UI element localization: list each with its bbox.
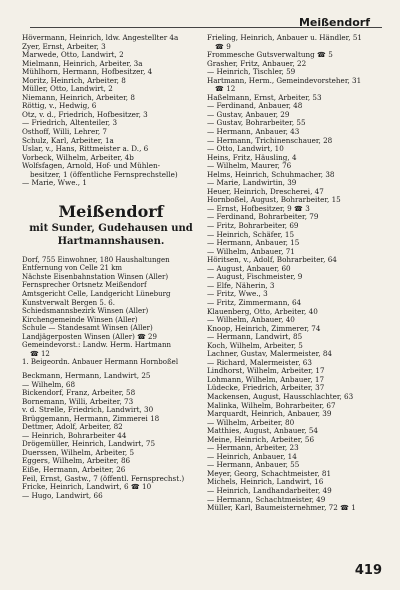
place-title: Meißendorf (58, 201, 164, 221)
directory-entry: — Marie, Wwe., 1 (22, 179, 87, 188)
directory-entry: Otz, v. d., Friedrich, Hofbesitzer, 3 (22, 110, 148, 119)
directory-entry: — Hermann, Arbeiter, 23 (207, 444, 299, 453)
directory-entry: — Wilhelm, Anbauer, 40 (207, 316, 295, 325)
directory-entry: Heuer, Heinrich, Drescherei, 47 (207, 187, 324, 196)
directory-entry: Landjägerposten Winsen (Aller) ☎ 29 (22, 332, 157, 341)
directory-entry: — August, Fischmeister, 9 (207, 273, 303, 282)
directory-entry: — Hugo, Landwirt, 66 (22, 491, 103, 500)
directory-entry: Müller, Karl, Baumeisternehmer, 72 ☎ 1 (207, 504, 356, 513)
right-entries (207, 34, 385, 513)
directory-entry: — Wilhelm, 68 (22, 380, 76, 389)
directory-entry: Niemann, Heinrich, Arbeiter, 8 (22, 93, 135, 102)
directory-entry: Koch, Wilhelm, Arbeiter, 5 (207, 341, 303, 350)
directory-entry: — Richard, Malermeister, 63 (207, 358, 312, 367)
place-info (22, 256, 200, 367)
directory-entry: Meyer, Georg, Schachtmeister, 81 (207, 469, 332, 478)
directory-entry: — Gustav, Bohrarbeiter, 55 (207, 119, 306, 128)
directory-entry: Duerssen, Wilhelm, Arbeiter, 5 (22, 448, 135, 457)
directory-entry: — Fritz, Bohrarbeiter, 69 (207, 222, 299, 231)
directory-entry: — Otto, Landwirt, 10 (207, 145, 284, 154)
directory-entry: ☎ 9 (215, 42, 231, 51)
directory-entry: Gemeindevorst.: Landw. Herm. Hartmann (22, 341, 171, 350)
directory-entry: ☎ 12 (30, 349, 50, 358)
directory-entry: Amtsgericht Celle, Landgericht Lüneburg (22, 290, 171, 299)
directory-entry: Eiße, Hermann, Arbeiter, 26 (22, 465, 126, 474)
directory-entry: Nächste Eisenbahnstation Winsen (Aller) (22, 272, 169, 281)
directory-entry: Heins, Fritz, Häusling, 4 (207, 153, 297, 162)
directory-entry: Fernsprecher Ortsnetz Meißendorf (22, 281, 147, 290)
directory-entry: Lachner, Gustav, Malermeister, 84 (207, 350, 333, 359)
running-header-place: Meißendorf (298, 16, 370, 29)
directory-entry: besitzer, 1 (öffentliche Fernsprechstelle) (30, 170, 178, 179)
directory-entry: — Hermann, Anbauer, 43 (207, 128, 300, 137)
directory-entry: — Heinrich, Bohrarbeiter 44 (22, 431, 127, 440)
left-bottom-entries (22, 372, 200, 500)
directory-entry: Hornboßel, August, Bohrarbeiter, 15 (207, 196, 341, 205)
directory-entry: Kunstverwalt Bergen 5. 6. (22, 298, 115, 307)
place-title-block (22, 202, 200, 248)
directory-entry: — Hermann, Anbauer, 55 (207, 461, 300, 470)
directory-entry: Lohmann, Wilhelm, Anbauer, 17 (207, 375, 325, 384)
directory-entry: Marwede, Otto, Landwirt, 2 (22, 51, 124, 60)
directory-entry: Lindhorst, Wilhelm, Arbeiter, 17 (207, 367, 325, 376)
left-top-entries (22, 34, 200, 188)
directory-entry: — Wilhelm, Anbauer, 71 (207, 247, 295, 256)
page-number: 419 (354, 563, 382, 578)
directory-entry: Kirchengemeinde Winsen (Aller) (22, 315, 138, 324)
directory-entry: — Hermann, Anbauer, 15 (207, 239, 300, 248)
directory-entry: Michels, Heinrich, Landwirt, 16 (207, 478, 324, 487)
directory-entry: Schule — Standesamt Winsen (Aller) (22, 324, 153, 333)
directory-entry: Klauenberg, Otto, Arbeiter, 40 (207, 307, 318, 316)
header-rule (30, 27, 382, 28)
directory-entry: — Heinrich, Anbauer, 14 (207, 452, 297, 461)
directory-entry: Bornemann, Willi, Arbeiter, 73 (22, 397, 134, 406)
directory-entry: Hövermann, Heinrich, ldw. Angestellter 4a (22, 34, 179, 42)
directory-entry: Marquardt, Heinrich, Anbauer, 39 (207, 410, 332, 419)
directory-entry: Vorbeck, Wilhelm, Arbeiter, 4b (22, 153, 134, 162)
directory-entry: Wolfsfagen, Arnold, Hof- und Mühlen- (22, 162, 161, 171)
directory-entry: — Fritz, Zimmermann, 64 (207, 298, 302, 307)
directory-entry: — Fritz, Wwe., 3 (207, 290, 268, 299)
directory-entry: Matthies, August, Anbauer, 54 (207, 427, 319, 436)
directory-entry: Meine, Heinrich, Arbeiter, 56 (207, 435, 315, 444)
place-subtitle-1: mit Sunder, Gudehausen und (29, 222, 193, 234)
page-header (12, 8, 388, 34)
directory-entry: — Hermann, Schachtmeister, 49 (207, 495, 326, 504)
directory-entry: Zyer, Ernst, Arbeiter, 3 (22, 42, 106, 51)
directory-entry: — Ferdinand, Anbauer, 48 (207, 102, 303, 111)
directory-entry: — Wilhelm, Arbeiter, 80 (207, 418, 295, 427)
directory-entry: ☎ 12 (215, 85, 236, 94)
directory-entry: Haßelmann, Ernst, Arbeiter, 53 (207, 93, 322, 102)
directory-entry: Hartmann, Herm., Gemeindevorsteher, 31 (207, 76, 362, 85)
directory-entry: — Friedrich, Altenteiler, 3 (22, 119, 118, 128)
directory-entry: — Wilhelm, Maurer, 76 (207, 162, 292, 171)
directory-entry: Brüggemann, Hermann, Zimmerei 18 (22, 414, 160, 423)
directory-entry: Knoop, Heinrich, Zimmerer, 74 (207, 324, 321, 333)
directory-entry: Beckmann, Hermann, Landwirt, 25 (22, 371, 151, 380)
directory-entry: 1. Beigeordn. Anbauer Hermann Hornboßel (22, 358, 179, 367)
directory-entry: Mielmann, Heinrich, Arbeiter, 3a (22, 59, 143, 68)
directory-entry: Moritz, Heinrich, Arbeiter, 8 (22, 76, 126, 85)
directory-entry: Fricke, Heinrich, Landwirt, 6 ☎ 10 (22, 483, 152, 492)
directory-entry: Malinka, Wilhelm, Bohrarbeiter, 67 (207, 401, 336, 410)
place-subtitle-2: Hartmannshausen. (57, 235, 165, 247)
directory-entry: Osthoff, Willi, Lehrer, 7 (22, 128, 108, 137)
right-column (207, 34, 385, 513)
directory-entry: v. d. Strelle, Friedrich, Landwirt, 30 (22, 406, 154, 415)
directory-entry: — Hermann, Trichinenschauer, 28 (207, 136, 333, 145)
directory-entry: Höritsen, v., Adolf, Bohrarbeiter, 64 (207, 256, 337, 265)
directory-entry: Entfernung von Celle 21 km (22, 264, 122, 273)
directory-entry: Feil, Ernst, Gastw., 7 (öffentl. Fernsprechst.) (22, 474, 185, 483)
directory-entry: — Marie, Landwirtin, 39 (207, 179, 297, 188)
directory-entry: Drögemüller, Heinrich, Landwirt, 75 (22, 440, 156, 449)
directory-entry: Eggers, Wilhelm, Arbeiter, 86 (22, 457, 131, 466)
directory-entry: Frommesche Gutsverwaltung ☎ 5 (207, 51, 333, 60)
directory-entry: Röttig, v., Hedwig, 6 (22, 102, 97, 111)
directory-entry: Dettmer, Adolf, Arbeiter, 82 (22, 423, 123, 432)
directory-entry: Mackensen, August, Hausschlachter, 63 (207, 392, 354, 401)
directory-entry: — Hermann, Landwirt, 85 (207, 333, 303, 342)
directory-entry: — Elfe, Näherin, 3 (207, 281, 275, 290)
directory-entry: — Ferdinand, Bohrarbeiter, 79 (207, 213, 319, 222)
directory-entry: Müller, Otto, Landwirt, 2 (22, 85, 113, 94)
directory-entry: Mühlhorn, Hermann, Hofbesitzer, 4 (22, 68, 153, 77)
directory-entry: — Ernst, Hofbesitzer, 9 ☎ 3 (207, 204, 310, 213)
directory-entry: Schiedsmannsbezirk Winsen (Aller) (22, 307, 149, 316)
directory-entry: Schulz, Karl, Arbeiter, 1a (22, 136, 114, 145)
directory-entry: Frieling, Heinrich, Anbauer u. Händler, 51 (207, 34, 362, 42)
directory-entry: Helms, Heinrich, Schuhmacher, 38 (207, 170, 335, 179)
directory-entry: — Heinrich, Tischler, 59 (207, 68, 296, 77)
directory-entry: Bickendorf, Franz, Arbeiter, 58 (22, 389, 136, 398)
directory-entry: — Heinrich, Landhandarbeiter, 49 (207, 486, 332, 495)
directory-entry: — August, Anbauer, 60 (207, 264, 291, 273)
directory-entry: Lüdecke, Friedrich, Arbeiter, 37 (207, 384, 325, 393)
left-column (22, 34, 200, 500)
directory-entry: Dorf, 755 Einwohner, 180 Haushaltungen (22, 255, 170, 264)
directory-entry: — Gustav, Anbauer, 29 (207, 110, 290, 119)
directory-entry: — Heinrich, Schäfer, 15 (207, 230, 295, 239)
directory-entry: Uslar, v., Hans, Rittmeister a. D., 6 (22, 145, 149, 154)
directory-entry: Grasher, Fritz, Anbauer, 22 (207, 59, 307, 68)
